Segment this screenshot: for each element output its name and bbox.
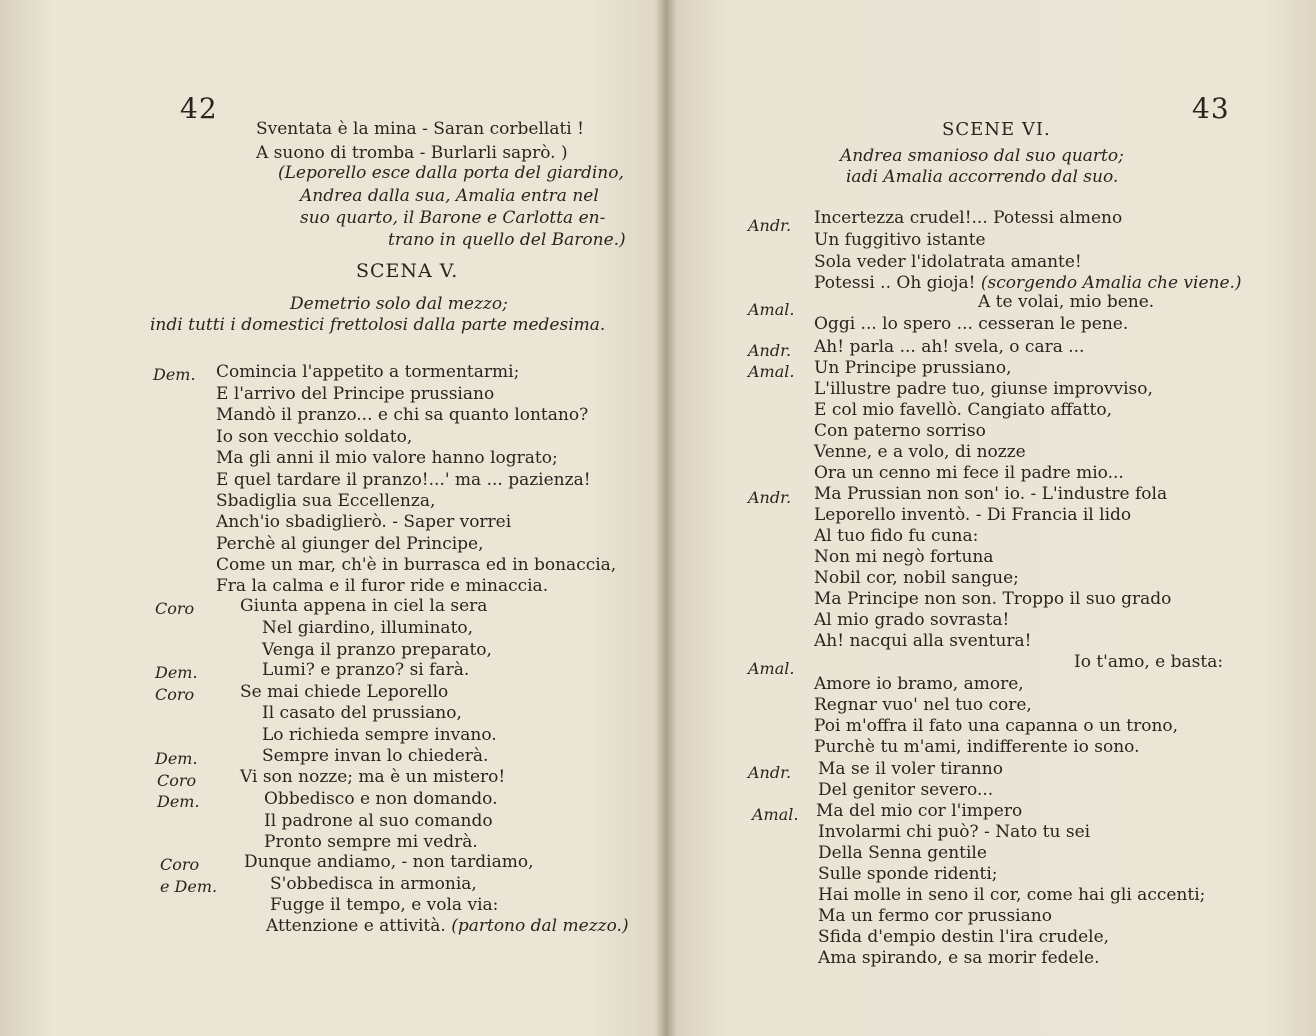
verse-line: Il padrone al suo comando bbox=[264, 811, 493, 831]
verse-line: Sbadiglia sua Eccellenza, bbox=[216, 491, 436, 511]
verse-line: Involarmi chi può? - Nato tu sei bbox=[818, 822, 1091, 842]
verse-line: Amore io bramo, amore, bbox=[814, 674, 1024, 694]
verse-line: Potessi .. Oh gioja! (scorgendo Amalia che viene.) bbox=[814, 273, 1242, 293]
scene-title: SCENA V. bbox=[356, 260, 459, 282]
verse-line: Ah! parla ... ah! svela, o cara ... bbox=[814, 337, 1085, 357]
verse-line: Anch'io sbadiglierò. - Saper vorrei bbox=[216, 512, 512, 532]
speaker-label: Coro bbox=[155, 685, 195, 704]
verse-line: Incertezza crudel!... Potessi almeno bbox=[814, 208, 1123, 228]
verse-line: S'obbedisca in armonia, bbox=[270, 874, 477, 894]
verse-line: Regnar vuo' nel tuo core, bbox=[814, 695, 1032, 715]
speaker-label: Andr. bbox=[748, 341, 792, 360]
verse-line: L'illustre padre tuo, giunse improvviso, bbox=[814, 379, 1153, 399]
speaker-label: Coro bbox=[160, 855, 200, 874]
speaker-label: e Dem. bbox=[160, 877, 218, 896]
verse-line: E quel tardare il pranzo!...' ma ... pazienza! bbox=[216, 470, 591, 490]
verse-line: Giunta appena in ciel la sera bbox=[240, 596, 488, 616]
page-number: 42 bbox=[180, 92, 218, 125]
stage-direction: trano in quello del Barone.) bbox=[388, 230, 626, 250]
verse-line: Ah! nacqui alla sventura! bbox=[814, 631, 1032, 651]
verse-line: Fugge il tempo, e vola via: bbox=[270, 895, 499, 915]
verse-line: Oggi ... lo spero ... cesseran le pene. bbox=[814, 314, 1129, 334]
verse-line: Se mai chiede Leporello bbox=[240, 682, 449, 702]
verse-line: Perchè al giunger del Principe, bbox=[216, 534, 484, 554]
verse-line: A suono di tromba - Burlarli saprò. ) bbox=[256, 143, 568, 163]
scene-direction: Andrea smanioso dal suo quarto; bbox=[840, 146, 1124, 166]
verse-line: Fra la calma e il furor ride e minaccia. bbox=[216, 576, 549, 596]
verse-line: Purchè tu m'ami, indifferente io sono. bbox=[814, 737, 1140, 757]
verse-line: Sola veder l'idolatrata amante! bbox=[814, 252, 1082, 272]
verse-line: Lo richieda sempre invano. bbox=[262, 725, 497, 745]
verse-line: Obbedisco e non domando. bbox=[264, 789, 498, 809]
verse-line: Un fuggitivo istante bbox=[814, 230, 986, 250]
verse-line: Sulle sponde ridenti; bbox=[818, 864, 998, 884]
verse-line: Io son vecchio soldato, bbox=[216, 427, 413, 447]
verse-line: Comincia l'appetito a tormentarmi; bbox=[216, 362, 520, 382]
verse-line: Nel giardino, illuminato, bbox=[262, 618, 474, 638]
speaker-label: Coro bbox=[155, 599, 195, 618]
speaker-label: Dem. bbox=[157, 792, 200, 811]
verse-line: Il casato del prussiano, bbox=[262, 703, 462, 723]
verse-line: Ma Principe non son. Troppo il suo grado bbox=[814, 589, 1172, 609]
verse-line: Un Principe prussiano, bbox=[814, 358, 1012, 378]
speaker-label: Amal. bbox=[748, 300, 795, 319]
scene-direction: indi tutti i domestici frettolosi dalla parte medesima. bbox=[150, 315, 606, 335]
verse-line: Io t'amo, e basta: bbox=[1074, 652, 1224, 672]
scene-direction: Demetrio solo dal mezzo; bbox=[290, 294, 508, 314]
verse-line: Ma Prussian non son' io. - L'industre fola bbox=[814, 484, 1168, 504]
verse-line: Pronto sempre mi vedrà. bbox=[264, 832, 478, 852]
verse-line: Venne, e a volo, di nozze bbox=[814, 442, 1026, 462]
verse-line: Ma se il voler tiranno bbox=[818, 759, 1003, 779]
verse-line: Lumi? e pranzo? si farà. bbox=[262, 660, 470, 680]
speaker-label: Amal. bbox=[748, 362, 795, 381]
speaker-label: Dem. bbox=[155, 749, 198, 768]
speaker-label: Dem. bbox=[153, 365, 196, 384]
verse-line: Venga il pranzo preparato, bbox=[262, 640, 492, 660]
verse-line: E col mio favellò. Cangiato affatto, bbox=[814, 400, 1112, 420]
right-page bbox=[666, 0, 1316, 1036]
book-gutter bbox=[655, 0, 677, 1036]
verse-line: Leporello inventò. - Di Francia il lido bbox=[814, 505, 1132, 525]
verse-line: Come un mar, ch'è in burrasca ed in bonaccia, bbox=[216, 555, 617, 575]
speaker-label: Andr. bbox=[748, 488, 792, 507]
verse-line: Ma gli anni il mio valore hanno lograto; bbox=[216, 448, 558, 468]
verse-line: Del genitor severo... bbox=[818, 780, 994, 800]
verse-line: Vi son nozze; ma è un mistero! bbox=[240, 767, 506, 787]
verse-line: Al tuo fido fu cuna: bbox=[814, 526, 979, 546]
verse-line: Ama spirando, e sa morir fedele. bbox=[818, 948, 1100, 968]
speaker-label: Coro bbox=[157, 771, 197, 790]
stage-direction: (scorgendo Amalia che viene.) bbox=[980, 273, 1242, 293]
stage-direction: suo quarto, il Barone e Carlotta en- bbox=[300, 208, 606, 228]
verse-line: Sventata è la mina - Saran corbellati ! bbox=[256, 119, 584, 139]
verse-line: E l'arrivo del Principe prussiano bbox=[216, 384, 495, 404]
verse-line: Ma un fermo cor prussiano bbox=[818, 906, 1052, 926]
verse-line: Mandò il pranzo... e chi sa quanto lontano? bbox=[216, 405, 589, 425]
verse-line: Poi m'offra il fato una capanna o un trono, bbox=[814, 716, 1179, 736]
speaker-label: Andr. bbox=[748, 216, 792, 235]
verse-line: Ma del mio cor l'impero bbox=[816, 801, 1023, 821]
verse-line: A te volai, mio bene. bbox=[978, 292, 1155, 312]
stage-direction: Andrea dalla sua, Amalia entra nel bbox=[300, 186, 599, 206]
stage-direction: (partono dal mezzo.) bbox=[451, 916, 629, 936]
verse-line: Ora un cenno mi fece il padre mio... bbox=[814, 463, 1124, 483]
verse-line: Della Senna gentile bbox=[818, 843, 987, 863]
speaker-label: Dem. bbox=[155, 663, 198, 682]
verse-line: Con paterno sorriso bbox=[814, 421, 986, 441]
verse-line: Hai molle in seno il cor, come hai gli accenti; bbox=[818, 885, 1206, 905]
verse-line: Sfida d'empio destin l'ira crudele, bbox=[818, 927, 1110, 947]
verse-line: Attenzione e attività. (partono dal mezzo.) bbox=[266, 916, 629, 936]
scene-title: SCENE VI. bbox=[942, 119, 1051, 140]
stage-direction: (Leporello esce dalla porta del giardino, bbox=[278, 163, 624, 183]
verse-line: Dunque andiamo, - non tardiamo, bbox=[244, 852, 534, 872]
speaker-label: Amal. bbox=[748, 659, 795, 678]
scene-direction: iadi Amalia accorrendo dal suo. bbox=[846, 167, 1119, 187]
speaker-label: Amal. bbox=[752, 805, 799, 824]
verse-line: Non mi negò fortuna bbox=[814, 547, 994, 567]
speaker-label: Andr. bbox=[748, 763, 792, 782]
page-number: 43 bbox=[1192, 92, 1230, 125]
verse-line: Sempre invan lo chiederà. bbox=[262, 746, 489, 766]
verse-line: Al mio grado sovrasta! bbox=[814, 610, 1010, 630]
verse-line: Nobil cor, nobil sangue; bbox=[814, 568, 1019, 588]
